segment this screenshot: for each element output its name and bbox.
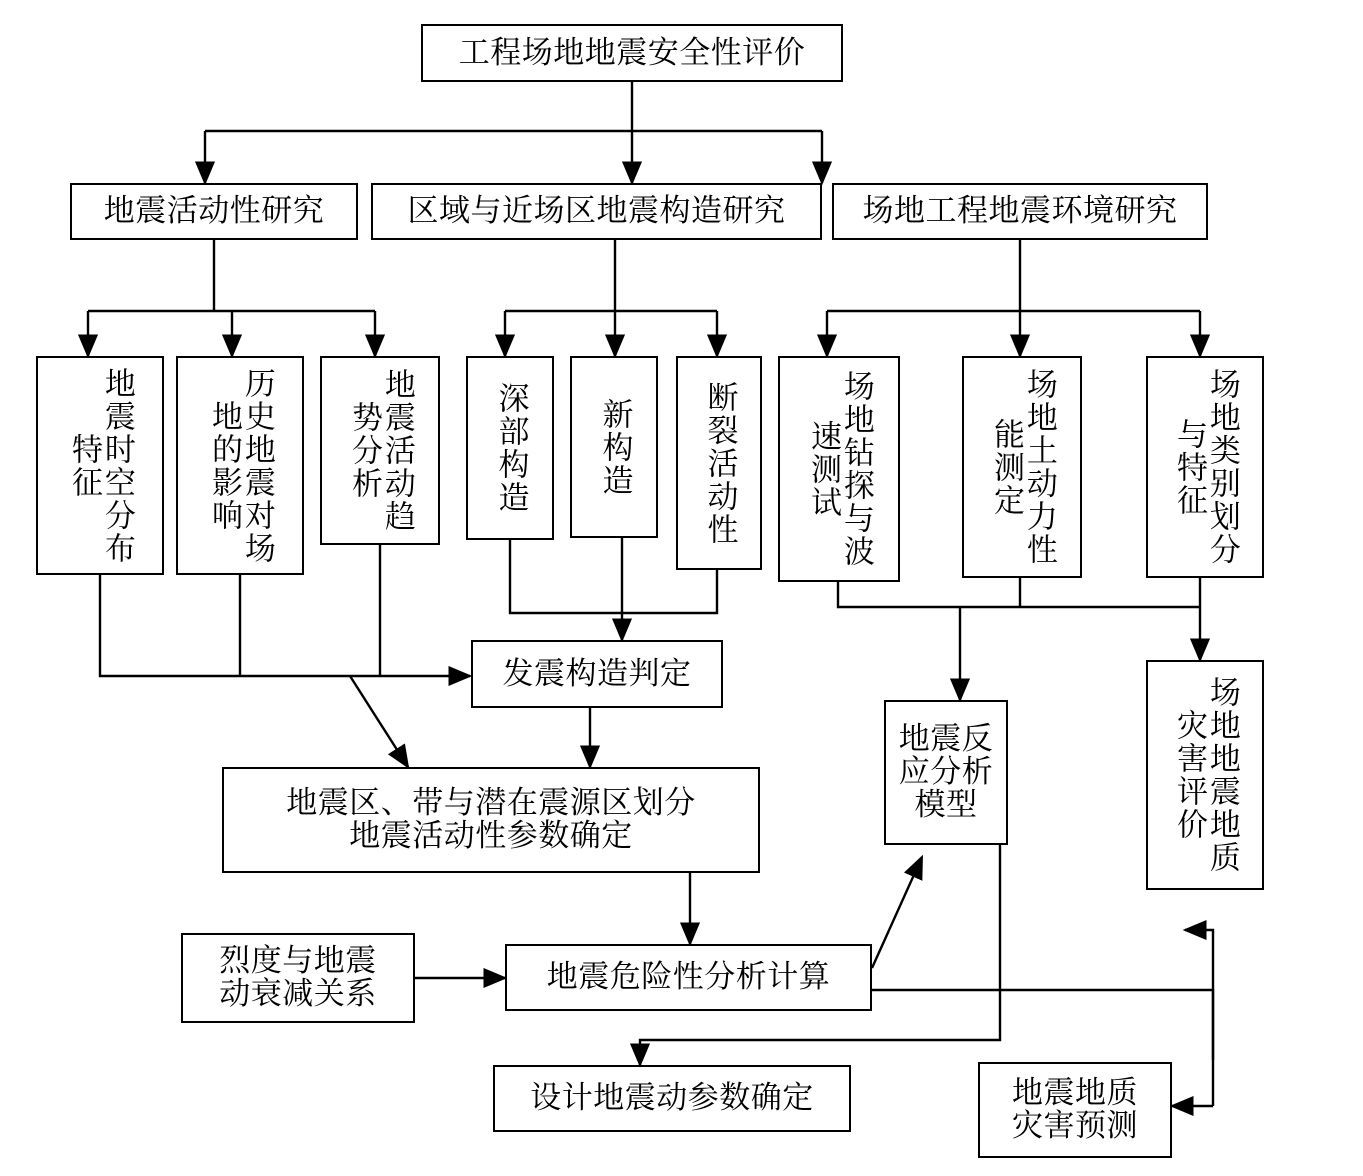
node-branch-seismicity-label: 地震活动性研究 xyxy=(103,193,325,229)
node-seismogenic-structure-determination-label: 发震构造判定 xyxy=(502,655,692,691)
node-site-classification-label: 场地类别划分与特征 xyxy=(1172,368,1240,566)
node-geohazard-prediction-line2: 灾害预测 xyxy=(1012,1108,1138,1143)
node-branch-site-environment-label: 场地工程地震环境研究 xyxy=(862,193,1178,229)
node-intensity-attenuation-line1: 烈度与地震 xyxy=(219,943,377,979)
node-branch-tectonics-label: 区域与近场区地震构造研究 xyxy=(407,193,786,229)
node-site-geohazard-evaluation xyxy=(1146,660,1264,890)
node-site-classification xyxy=(1146,356,1264,578)
node-historical-earthquake-impact-label: 历史地震对场地的影响 xyxy=(207,366,275,565)
node-drilling-wave-velocity-test xyxy=(778,356,900,582)
node-site-geohazard-evaluation-label: 场地地震地质灾害评价 xyxy=(1172,676,1240,874)
node-seismic-response-model-label: 地震反应分析模型 xyxy=(898,721,994,822)
node-drilling-wave-velocity-test-label: 场地钻探与波速测试 xyxy=(806,370,874,568)
node-fault-activity-label: 断裂活动性 xyxy=(702,380,738,546)
node-zoning-and-parameters-line2: 地震活动性参数确定 xyxy=(349,818,633,853)
node-design-ground-motion-label: 设计地震动参数确定 xyxy=(530,1080,814,1116)
node-fault-activity xyxy=(676,356,762,570)
node-zoning-and-parameters xyxy=(222,767,760,873)
node-deep-structure-label: 深部构造 xyxy=(493,382,529,514)
node-soil-dynamic-properties xyxy=(962,356,1082,578)
node-spatiotemporal-distribution xyxy=(36,356,164,575)
node-hazard-analysis-label: 地震危险性分析计算 xyxy=(546,959,831,995)
node-intensity-attenuation-line2: 动衰减关系 xyxy=(219,976,377,1011)
node-design-ground-motion xyxy=(493,1065,851,1132)
node-seismic-response-model xyxy=(884,700,1008,845)
node-spatiotemporal-distribution-label: 地震时空分布特征 xyxy=(67,366,135,565)
node-hazard-analysis xyxy=(505,944,872,1011)
node-neotectonics-label: 新构造 xyxy=(597,397,633,497)
node-branch-site-environment xyxy=(832,183,1208,240)
node-deep-structure xyxy=(466,356,554,540)
node-branch-seismicity xyxy=(70,183,358,240)
node-neotectonics xyxy=(570,356,658,538)
node-intensity-attenuation xyxy=(181,933,415,1023)
node-historical-earthquake-impact xyxy=(176,356,304,575)
node-root-label: 工程场地地震安全性评价 xyxy=(458,34,806,70)
node-geohazard-prediction xyxy=(978,1062,1172,1158)
node-branch-tectonics xyxy=(371,183,822,240)
node-geohazard-prediction-line1: 地震地质 xyxy=(1012,1075,1138,1111)
node-root xyxy=(421,24,843,82)
node-soil-dynamic-properties-label: 场地土动力性能测定 xyxy=(989,368,1057,566)
node-seismogenic-structure-determination xyxy=(471,640,723,708)
node-zoning-and-parameters-line1: 地震区、带与潜在震源区划分 xyxy=(286,785,696,821)
node-activity-trend-analysis xyxy=(320,356,440,545)
node-activity-trend-analysis-label: 地震活动趋势分析 xyxy=(347,368,415,533)
